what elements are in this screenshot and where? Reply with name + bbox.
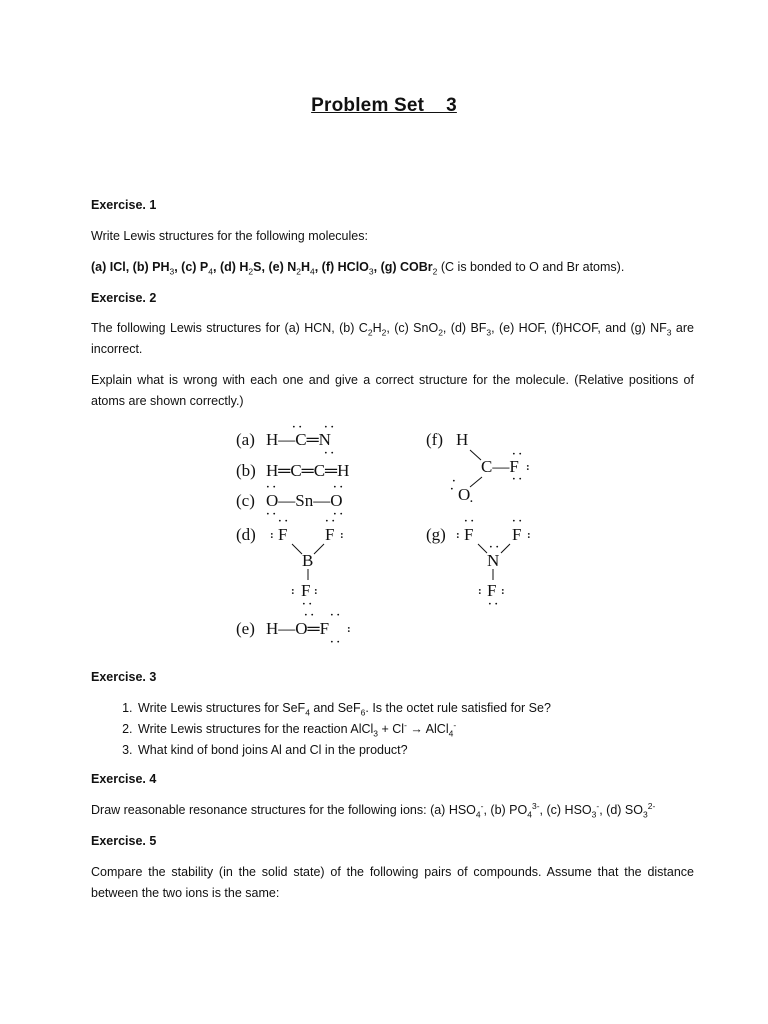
svg-text:· ·: · · bbox=[512, 473, 523, 485]
svg-text:· ·: · · bbox=[325, 515, 336, 527]
svg-text:F: F bbox=[301, 581, 311, 600]
svg-text:· ·: · · bbox=[324, 421, 335, 433]
svg-text:· ·: · · bbox=[324, 447, 335, 459]
exercise-3-item-2: 2. Write Lewis structures for the reaction AlCl$_3$ + Cl- → AlCl$_4$- bbox=[136, 719, 694, 740]
svg-text::: : bbox=[270, 529, 274, 541]
svg-text:(a): (a) bbox=[236, 430, 255, 449]
svg-text:· ·: · · bbox=[330, 609, 341, 621]
svg-text:· ·: · · bbox=[266, 481, 277, 493]
structure-g bbox=[426, 515, 531, 610]
lewis-structures-figure bbox=[230, 420, 550, 646]
svg-text::: : bbox=[456, 529, 460, 541]
svg-text:· ·: · · bbox=[333, 481, 344, 493]
svg-text:.: . bbox=[470, 493, 473, 505]
svg-text:(g): (g) bbox=[426, 525, 446, 544]
exercise-3-heading: Exercise. 3 bbox=[91, 670, 157, 684]
svg-text:F: F bbox=[512, 525, 522, 544]
svg-text:· ·: · · bbox=[292, 421, 303, 433]
svg-text:B: B bbox=[302, 551, 314, 570]
svg-text::: : bbox=[478, 585, 482, 597]
svg-text:C—F: C—F bbox=[481, 457, 519, 476]
svg-text:(f): (f) bbox=[426, 430, 443, 449]
svg-text::: : bbox=[314, 585, 318, 597]
svg-text:H═C═C═H: H═C═C═H bbox=[266, 461, 350, 480]
svg-text:F: F bbox=[325, 525, 335, 544]
svg-text:· ·: · · bbox=[333, 508, 344, 520]
svg-text:H—C═N: H—C═N bbox=[266, 430, 331, 449]
exercise-1-molecule-list: (a) ICl, (b) $PH_3$, (c) $P_4$, (d) $H_2S$, (e) $N_2H_4$, (f) HClO$_3$, (g) COBr$_2$ (C is bonded to O and Br atoms). bbox=[91, 260, 625, 277]
svg-text::: : bbox=[501, 585, 505, 597]
exercise-3-item-3: 3. What kind of bond joins Al and Cl in the product? bbox=[136, 740, 694, 761]
exercise-5-heading: Exercise. 5 bbox=[91, 834, 157, 848]
structure-b bbox=[236, 461, 349, 480]
svg-text:F: F bbox=[464, 525, 474, 544]
exercise-4-text: Draw reasonable resonance structures for the following ions: (a) $HSO_4^-$, (b) $PO_4^{3-}$, (c) $HSO_3^-$, (d) $SO_3^{2-}$ bbox=[91, 800, 656, 820]
exercise-2-heading: Exercise. 2 bbox=[91, 291, 157, 305]
svg-text:F: F bbox=[487, 581, 497, 600]
svg-text:O: O bbox=[458, 485, 471, 504]
svg-text:· ·: · · bbox=[330, 636, 341, 646]
exercise-2-paragraph-1: The following Lewis structures for (a) HCN, (b) $C_2H_2$, (c) SnO$_2$, (d) $BF_3$, (e) HOF, (f)HCOF, and (g) $NF_3$ are incorrect. bbox=[91, 321, 694, 356]
page-title: Problem Set 3 bbox=[311, 95, 457, 116]
svg-text:N: N bbox=[487, 551, 500, 570]
svg-text:· ·: · · bbox=[278, 515, 289, 527]
svg-text:·: · bbox=[450, 483, 454, 495]
exercise-1-intro: Write Lewis structures for the following molecules: bbox=[91, 229, 368, 243]
svg-text:·: · bbox=[452, 475, 456, 487]
svg-text:· ·: · · bbox=[488, 598, 499, 610]
svg-text::: : bbox=[526, 461, 530, 473]
structure-d bbox=[236, 515, 344, 610]
svg-text:· ·: · · bbox=[512, 448, 523, 460]
svg-text:H—O═F: H—O═F bbox=[266, 619, 330, 638]
svg-text:· ·: · · bbox=[302, 598, 313, 610]
svg-text::: : bbox=[340, 529, 344, 541]
svg-text:(c): (c) bbox=[236, 491, 255, 510]
svg-text:· ·: · · bbox=[489, 541, 500, 553]
exercise-4-heading: Exercise. 4 bbox=[91, 772, 157, 786]
exercise-3-item-1: 1. Write Lewis structures for SeF$_4$ and SeF$_6$. Is the octet rule satisfied for Se? bbox=[136, 698, 694, 719]
structure-e bbox=[236, 609, 351, 646]
exercise-2-paragraph-2: Explain what is wrong with each one and give a correct structure for the molecule. (Relative positions of atoms are shown correctly.) bbox=[91, 373, 694, 408]
svg-text:· ·: · · bbox=[512, 515, 523, 527]
structure-f bbox=[426, 430, 530, 505]
svg-text:H: H bbox=[456, 430, 469, 449]
svg-text:O—Sn—O: O—Sn—O bbox=[266, 491, 343, 510]
svg-text:· ·: · · bbox=[266, 508, 277, 520]
structure-a bbox=[236, 421, 334, 459]
svg-text:(d): (d) bbox=[236, 525, 256, 544]
svg-text::: : bbox=[527, 529, 531, 541]
exercise-5-paragraph: Compare the stability (in the solid state) of the following pairs of compounds. Assume that the distance between the two ions is the same: bbox=[91, 865, 694, 900]
svg-text:· ·: · · bbox=[304, 609, 315, 621]
svg-text::: : bbox=[347, 623, 351, 635]
svg-text:· ·: · · bbox=[464, 515, 475, 527]
exercise-3-list bbox=[91, 698, 694, 761]
svg-text:(b): (b) bbox=[236, 461, 256, 480]
svg-text::: : bbox=[291, 585, 295, 597]
exercise-1-heading: Exercise. 1 bbox=[91, 198, 157, 212]
svg-text:F: F bbox=[278, 525, 288, 544]
svg-text:(e): (e) bbox=[236, 619, 255, 638]
